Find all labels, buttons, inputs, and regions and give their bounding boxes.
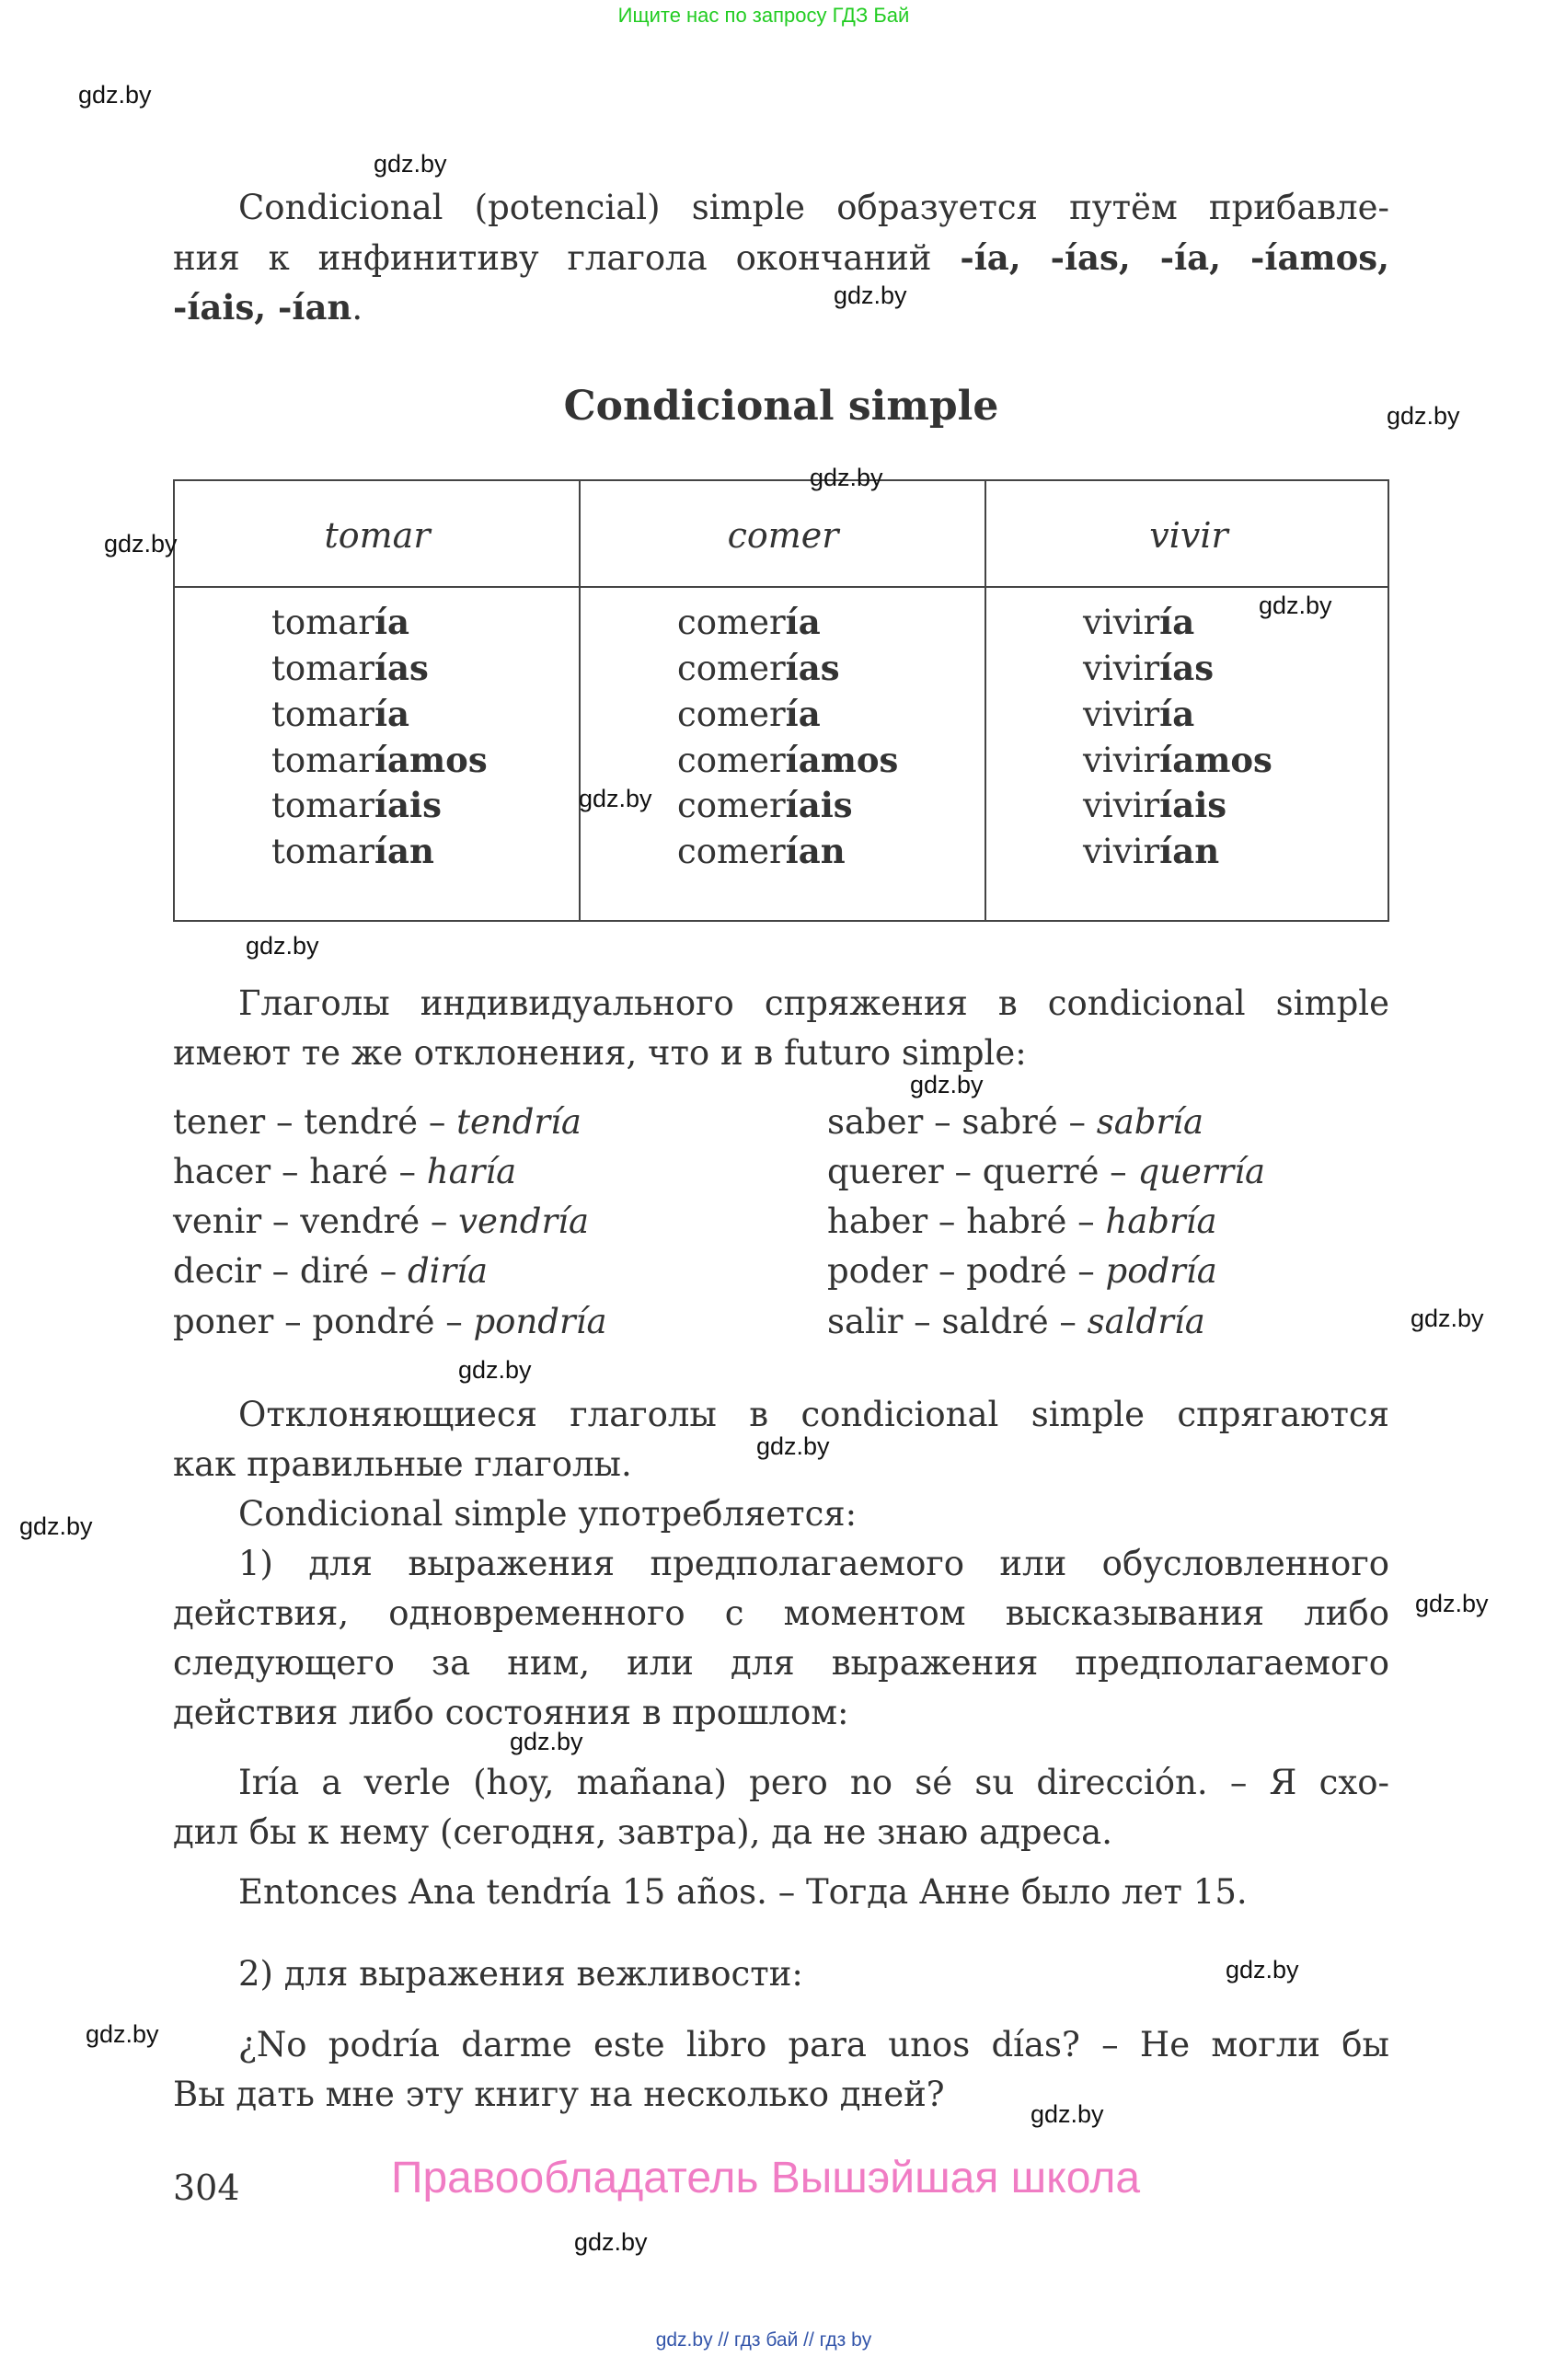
use1-line-2: действия, одновременного с моментом высказывания либо (173, 1593, 1389, 1633)
verb-ending: ían (374, 831, 434, 871)
watermark: gdz.by (1031, 2100, 1104, 2128)
verb-stem: tomar (271, 832, 374, 871)
futuro: saldré (941, 1302, 1049, 1341)
verb-ending: ía (374, 602, 410, 642)
para3-line-1: Отклоняющиеся глаголы в condicional simple спрягаются (238, 1395, 1389, 1434)
watermark: gdz.by (78, 81, 152, 109)
copyright-notice: Правообладатель Вышэйшая школа (390, 2154, 1141, 2202)
condicional: habría (1105, 1201, 1217, 1241)
intro-line-3 (173, 282, 1389, 332)
table-header-comer: comer (727, 515, 839, 556)
futuro: sabré (961, 1102, 1058, 1142)
watermark: gdz.by (458, 1356, 532, 1384)
watermark: gdz.by (810, 464, 883, 491)
condicional: podría (1105, 1251, 1217, 1291)
watermark: gdz.by (86, 2020, 159, 2048)
condicional: sabría (1096, 1102, 1204, 1142)
endings-bold: -íais, -ían (173, 287, 352, 328)
verb-ending: ía (1159, 694, 1195, 734)
intro-text: ния к инфинитиву глагола окончаний (173, 238, 961, 278)
conjugation-cell (271, 645, 429, 692)
watermark: gdz.by (510, 1728, 583, 1755)
dash: – (923, 1102, 962, 1142)
irregular-verb-item (173, 1247, 488, 1296)
verb-ending: íamos (374, 740, 488, 780)
verb-ending: ías (1159, 648, 1215, 688)
verb-stem: comer (677, 695, 786, 734)
verb-ending: ía (785, 602, 821, 642)
watermark: gdz.by (574, 2228, 648, 2256)
intro-line-1: Condicional (potencial) simple образуется путём прибавле- (238, 188, 1389, 227)
infinitive: salir (827, 1302, 904, 1341)
verb-ending: ían (1159, 831, 1220, 871)
use1-line-3: следующего за ним, или для выражения предполагаемого (173, 1643, 1389, 1683)
infinitive: saber (827, 1102, 924, 1142)
verb-stem: comer (677, 832, 786, 871)
verb-stem: tomar (271, 603, 374, 642)
conjugation-cell (677, 691, 821, 738)
para3-line-2: как правильные глаголы. (173, 1444, 632, 1484)
dash: – (1048, 1302, 1088, 1341)
infinitive: haber (827, 1201, 928, 1241)
infinitive: querer (827, 1152, 944, 1191)
table-header-vivir: vivir (1149, 515, 1228, 556)
verb-stem: vivir (1083, 741, 1160, 780)
verb-ending: íais (1159, 785, 1227, 825)
verb-ending: ía (785, 694, 821, 734)
dash: – (418, 1102, 457, 1142)
endings-bold: -ía, -ías, -ía, -íamos, (960, 237, 1389, 278)
separator: // (798, 2329, 820, 2351)
dash: – (271, 1152, 310, 1191)
conjugation-cell (271, 599, 409, 646)
dash: – (261, 1201, 301, 1241)
irregular-verb-item (173, 1147, 516, 1197)
conjugation-cell (271, 691, 409, 738)
link-gdz-by-cyr[interactable]: гдз by (819, 2329, 872, 2351)
condicional: vendría (458, 1201, 590, 1241)
verb-stem: tomar (271, 741, 374, 780)
irregular-verb-item (827, 1098, 1203, 1147)
verb-stem: vivir (1083, 603, 1160, 642)
infinitive: hacer (173, 1152, 271, 1191)
top-banner[interactable]: Ищите нас по запросу ГДЗ Бай (617, 4, 910, 27)
watermark: gdz.by (246, 932, 319, 960)
conjugation-cell (1083, 828, 1219, 875)
watermark: gdz.by (374, 150, 447, 178)
para2-line-1: Глаголы индивидуального спряжения в condicional simple (238, 983, 1389, 1023)
verb-stem: comer (677, 603, 786, 642)
dash: – (368, 1251, 408, 1291)
condicional: diría (408, 1251, 489, 1291)
condicional: haría (426, 1152, 517, 1191)
verb-stem: vivir (1083, 695, 1160, 734)
futuro: pondré (312, 1302, 435, 1341)
verb-ending: íamos (785, 740, 899, 780)
watermark: gdz.by (104, 530, 178, 558)
conjugation-cell (1083, 599, 1194, 646)
futuro: tendré (304, 1102, 419, 1142)
conjugation-cell (677, 828, 846, 875)
dash: – (1099, 1152, 1138, 1191)
verb-stem: comer (677, 649, 786, 688)
verb-ending: ías (785, 648, 840, 688)
infinitive: decir (173, 1251, 261, 1291)
para2-line-2: имеют те же отклонения, что и в futuro simple: (173, 1033, 1027, 1073)
irregular-verb-item (827, 1147, 1265, 1197)
dash: – (927, 1201, 967, 1241)
page-number: 304 (173, 2167, 240, 2208)
use1-line-4: действия либо состояния в прошлом: (173, 1693, 849, 1732)
watermark: gdz.by (19, 1512, 93, 1540)
verb-ending: ían (785, 831, 846, 871)
dash: – (943, 1152, 983, 1191)
condicional: saldría (1087, 1302, 1205, 1341)
watermark: gdz.by (910, 1071, 984, 1098)
use1-line-1: 1) для выражения предполагаемого или обусловленного (238, 1544, 1389, 1583)
irregular-verb-item (827, 1297, 1205, 1347)
conjugation-cell (677, 782, 853, 829)
watermark: gdz.by (579, 785, 652, 812)
verb-stem: vivir (1083, 786, 1160, 825)
infinitive: tener (173, 1102, 266, 1142)
bottom-links (0, 2329, 1527, 2351)
futuro: habré (966, 1201, 1067, 1241)
futuro: podré (966, 1251, 1067, 1291)
dash: – (420, 1201, 459, 1241)
infinitive: venir (173, 1201, 262, 1241)
dash: – (265, 1102, 305, 1142)
verb-stem: comer (677, 741, 786, 780)
watermark: gdz.by (1387, 402, 1460, 430)
verb-ending: ía (1159, 602, 1195, 642)
conjugation-cell (677, 599, 821, 646)
conjugation-cell (677, 645, 840, 692)
dash: – (1057, 1102, 1097, 1142)
verb-stem: tomar (271, 695, 374, 734)
watermark: gdz.by (1259, 592, 1332, 619)
dash: – (1066, 1251, 1106, 1291)
watermark: gdz.by (1415, 1590, 1489, 1617)
dash: – (387, 1152, 427, 1191)
watermark: gdz.by (756, 1432, 830, 1460)
futuro: haré (309, 1152, 388, 1191)
conjugation-cell (271, 737, 488, 784)
example3-line-1: ¿No podría darme este libro para unos días? – Не могли бы (238, 2025, 1389, 2064)
conjugation-cell (1083, 691, 1194, 738)
condicional: tendría (456, 1102, 582, 1142)
conjugation-cell (1083, 645, 1214, 692)
conjugation-cell (677, 737, 898, 784)
condicional: querría (1137, 1152, 1266, 1191)
irregular-verb-item (173, 1197, 589, 1247)
infinitive: poder (827, 1251, 928, 1291)
verb-stem: tomar (271, 649, 374, 688)
verb-stem: vivir (1083, 832, 1160, 871)
example3-line-2: Вы дать мне эту книгу на несколько дней? (173, 2075, 945, 2114)
example2: Entonces Ana tendría 15 años. – Тогда Анне было лет 15. (238, 1872, 1248, 1912)
dash: – (1066, 1201, 1106, 1241)
futuro: vendré (300, 1201, 420, 1241)
example1-line-1: Iría a verle (hoy, mañana) pero no sé su dirección. – Я схо- (238, 1763, 1389, 1802)
verb-ending: ía (374, 694, 410, 734)
usage-title: Condicional simple употребляется: (238, 1494, 858, 1534)
verb-ending: íais (785, 785, 853, 825)
table-header-tomar: tomar (324, 515, 431, 556)
conjugation-cell (271, 782, 442, 829)
futuro: querré (982, 1152, 1100, 1191)
irregular-verb-item (173, 1297, 607, 1347)
verb-ending: íais (374, 785, 442, 825)
irregular-verb-item (827, 1247, 1217, 1296)
irregular-verb-item (173, 1098, 582, 1147)
irregular-verb-item (827, 1197, 1217, 1247)
verb-stem: tomar (271, 786, 374, 825)
dash: – (434, 1302, 474, 1341)
use2: 2) для выражения вежливости: (238, 1954, 803, 1994)
verb-ending: íamos (1159, 740, 1272, 780)
watermark: gdz.by (1411, 1305, 1484, 1332)
example1-line-2: дил бы к нему (сегодня, завтра), да не знаю адреса. (173, 1812, 1112, 1852)
condicional: pondría (473, 1302, 607, 1341)
watermark: gdz.by (1226, 1956, 1299, 1983)
section-heading: Condicional simple (563, 383, 999, 430)
dash: – (273, 1302, 313, 1341)
intro-line-2 (173, 233, 1389, 282)
conjugation-table (173, 479, 1389, 922)
infinitive: poner (173, 1302, 274, 1341)
period: . (351, 288, 363, 328)
dash: – (903, 1302, 942, 1341)
link-gdz-by[interactable]: gdz.by (655, 2329, 713, 2351)
verb-stem: vivir (1083, 649, 1160, 688)
dash: – (927, 1251, 967, 1291)
futuro: diré (299, 1251, 369, 1291)
watermark: gdz.by (834, 282, 907, 309)
link-gdz-bai[interactable]: гдз бай (733, 2329, 799, 2351)
dash: – (260, 1251, 300, 1291)
separator: // (712, 2329, 734, 2351)
conjugation-cell (1083, 737, 1272, 784)
conjugation-cell (271, 828, 434, 875)
verb-stem: comer (677, 786, 786, 825)
verb-ending: ías (374, 648, 429, 688)
conjugation-cell (1083, 782, 1226, 829)
